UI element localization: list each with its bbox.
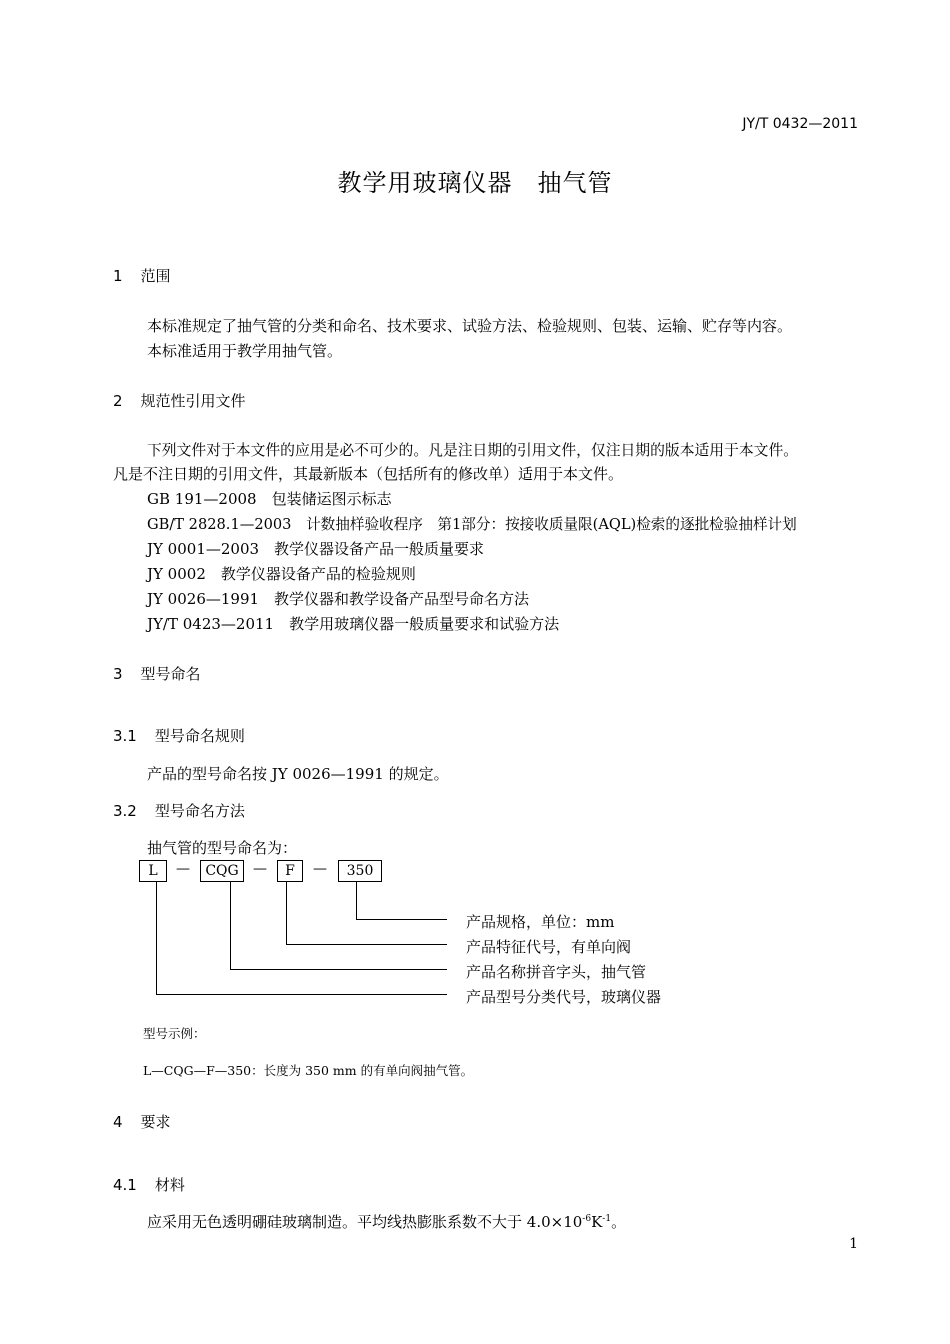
paragraph: 抽气管的型号命名为： <box>147 839 298 857</box>
section-number: 2 <box>113 392 123 410</box>
paragraph: 产品的型号命名按 JY 0026—1991 的规定。 <box>147 765 449 783</box>
section-title: 范围 <box>140 267 171 285</box>
connector-line <box>230 882 231 970</box>
section-1-heading <box>113 265 171 286</box>
explanation-name: 产品名称拼音字头，抽气管 <box>466 963 647 981</box>
paragraph: 凡是不注日期的引用文件，其最新版本（包括所有的修改单）适用于本文件。 <box>113 465 624 483</box>
section-title: 型号命名方法 <box>154 802 245 820</box>
code-box-spec: 350 <box>338 860 382 882</box>
code-box-category: L <box>139 860 167 882</box>
section-4-heading <box>113 1111 171 1132</box>
subsection-3-2-heading <box>113 800 245 821</box>
reference-item: GB/T 2828.1—2003 计数抽样验收程序 第1部分：按接收质量限(AQL)检索的逐批检验抽样计划 <box>147 516 797 533</box>
reference-item: JY 0002 教学仪器设备产品的检验规则 <box>147 565 416 583</box>
exponent: -6 <box>582 1214 592 1224</box>
example-label: 型号示例： <box>143 1026 206 1041</box>
material-text: 应采用无色透明硼硅玻璃制造。平均线热膨胀系数不大于 4.0×10 <box>147 1213 583 1231</box>
separator: — <box>253 861 267 877</box>
section-number: 3 <box>113 665 123 683</box>
section-number: 3.1 <box>113 727 137 745</box>
explanation-spec: 产品规格，单位：mm <box>466 913 615 931</box>
connector-line <box>356 882 357 920</box>
section-title: 材料 <box>154 1176 185 1194</box>
section-title: 要求 <box>140 1113 171 1131</box>
reference-item: GB 191—2008 包装储运图示标志 <box>147 490 392 508</box>
section-title: 规范性引用文件 <box>140 392 246 410</box>
connector-line <box>356 919 447 920</box>
exponent: -1 <box>602 1214 612 1224</box>
separator: — <box>176 861 190 877</box>
connector-line <box>230 969 447 970</box>
page-number: 1 <box>849 1236 858 1252</box>
paragraph <box>147 1211 626 1232</box>
section-number: 4 <box>113 1113 123 1131</box>
example-text: L—CQG—F—350：长度为 350 mm 的有单向阀抽气管。 <box>143 1063 474 1078</box>
standard-number: JY/T 0432—2011 <box>742 116 858 132</box>
paragraph: 下列文件对于本文件的应用是必不可少的。凡是注日期的引用文件，仅注日期的版本适用于本文件。 <box>147 442 799 459</box>
section-number: 4.1 <box>113 1176 137 1194</box>
punctuation: 。 <box>611 1213 627 1231</box>
reference-item: JY 0026—1991 教学仪器和教学设备产品型号命名方法 <box>147 590 530 608</box>
section-2-heading <box>113 390 246 411</box>
section-title: 型号命名规则 <box>154 727 245 745</box>
explanation-feature: 产品特征代号，有单向阀 <box>466 938 632 956</box>
paragraph: 本标准规定了抽气管的分类和命名、技术要求、试验方法、检验规则、包装、运输、贮存等内容。 <box>147 317 793 335</box>
section-number: 3.2 <box>113 802 137 820</box>
connector-line <box>286 944 447 945</box>
paragraph: 本标准适用于教学用抽气管。 <box>147 342 343 360</box>
section-number: 1 <box>113 267 123 285</box>
subsection-4-1-heading <box>113 1174 185 1195</box>
connector-line <box>156 994 447 995</box>
reference-item: JY 0001—2003 教学仪器设备产品一般质量要求 <box>147 540 485 558</box>
document-title: 教学用玻璃仪器 抽气管 <box>337 169 613 197</box>
unit: K <box>591 1213 603 1231</box>
code-box-name: CQG <box>200 860 244 882</box>
connector-line <box>286 882 287 944</box>
explanation-category: 产品型号分类代号，玻璃仪器 <box>466 988 662 1006</box>
separator: — <box>313 861 327 877</box>
subsection-3-1-heading <box>113 725 245 746</box>
section-3-heading <box>113 663 201 684</box>
reference-item: JY/T 0423—2011 教学用玻璃仪器一般质量要求和试验方法 <box>147 615 560 633</box>
section-title: 型号命名 <box>140 665 201 683</box>
connector-line <box>156 882 157 994</box>
code-box-feature: F <box>277 860 303 882</box>
